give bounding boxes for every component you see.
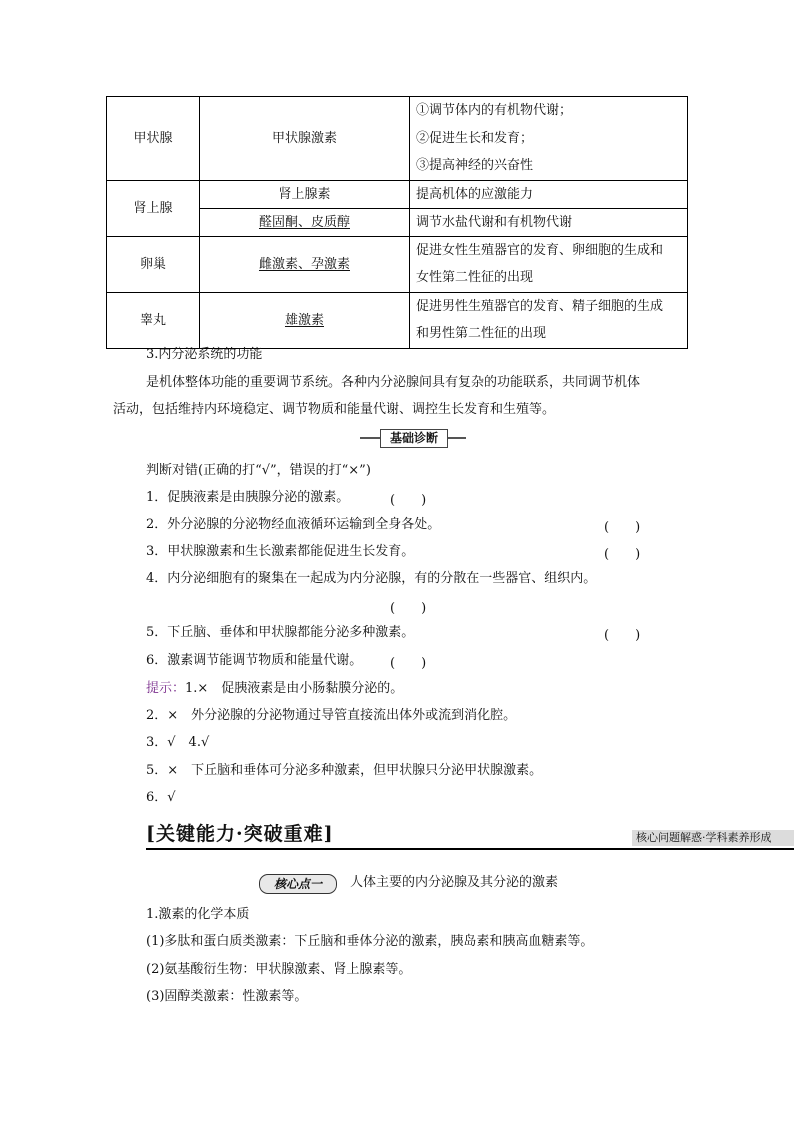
- function-line: 促进男性生殖器官的发育、精子细胞的生成: [416, 298, 664, 314]
- answer-text: 1.× 促胰液素是由小肠黏膜分泌的。: [185, 681, 404, 696]
- section-divider: [146, 848, 794, 850]
- quiz-item: 3．甲状腺激素和生长激素都能促进生长发育。: [146, 544, 415, 559]
- section-heading: 3.内分泌系统的功能: [146, 347, 263, 362]
- function-line: 和男性第二性征的出现: [416, 326, 547, 341]
- section-tag: 核心问题解惑·学科素养形成: [632, 830, 794, 846]
- quiz-item: 4．内分泌细胞有的聚集在一起成为内分泌腺，有的分散在一些器官、组织内。: [146, 571, 597, 586]
- answer-blank[interactable]: ( ): [604, 628, 641, 643]
- hormone-cell: 肾上腺素: [200, 180, 410, 208]
- keypoint-badge: 核心点一: [259, 874, 337, 894]
- function-cell: [410, 97, 688, 181]
- section-heading: 1.激素的化学本质: [146, 907, 250, 922]
- function-line: ③提高神经的兴奋性: [416, 158, 534, 173]
- paragraph-line: 活动，包括维持内环境稳定、调节物质和能量代谢、调控生长发育和生殖等。: [113, 402, 556, 417]
- banner-label: 基础诊断: [380, 429, 448, 448]
- function-line: 女性第二性征的出现: [416, 270, 534, 285]
- paragraph-line: 是机体整体功能的重要调节系统。各种内分泌腺间具有复杂的功能联系，共同调节机体: [146, 375, 641, 390]
- table-row: [107, 180, 688, 208]
- answer-line: 3．√ 4.√: [146, 735, 210, 750]
- answer-blank[interactable]: ( ): [390, 601, 427, 616]
- gland-cell: 卵巢: [107, 236, 200, 292]
- function-line: ①调节体内的有机物代谢；: [416, 103, 573, 118]
- quiz-item: 1．促胰液素是由胰腺分泌的激素。: [146, 490, 350, 505]
- list-item: (1)多肽和蛋白质类激素：下丘脑和垂体分泌的激素，胰岛素和胰高血糖素等。: [146, 934, 594, 949]
- answer-blank[interactable]: ( ): [390, 493, 427, 508]
- table-row: [107, 292, 688, 348]
- list-item: (3)固醇类激素：性激素等。: [146, 989, 308, 1004]
- function-line: 促进女性生殖器官的发育、卵细胞的生成和: [416, 242, 664, 258]
- hormone-cell: 醛固酮、皮质醇: [200, 208, 410, 236]
- answer-blank[interactable]: ( ): [604, 547, 641, 562]
- table-row: [107, 236, 688, 292]
- hormone-cell: 雄激素: [200, 292, 410, 348]
- function-cell: 调节水盐代谢和有机物代谢: [410, 208, 688, 236]
- answer-blank[interactable]: ( ): [390, 656, 427, 671]
- keypoint-title: 人体主要的内分泌腺及其分泌的激素: [350, 875, 559, 890]
- hint-label: 提示：: [146, 681, 186, 696]
- list-item: (2)氨基酸衍生物：甲状腺激素、肾上腺素等。: [146, 962, 412, 977]
- quiz-item: 5．下丘脑、垂体和甲状腺都能分泌多种激素。: [146, 625, 415, 640]
- function-cell: [410, 292, 688, 348]
- endocrine-gland-table: [106, 96, 688, 349]
- basic-diagnosis-banner: [360, 429, 466, 447]
- answer-line: 2．× 外分泌腺的分泌物通过导管直接流出体外或流到消化腔。: [146, 708, 517, 723]
- hormone-cell: 甲状腺激素: [200, 97, 410, 181]
- answer-blank[interactable]: ( ): [604, 520, 641, 535]
- answer-line: [146, 680, 403, 698]
- quiz-item: 6．激素调节能调节物质和能量代谢。: [146, 653, 363, 668]
- section-title: [关键能力·突破重难]: [146, 823, 334, 845]
- table-row: [107, 97, 688, 181]
- gland-cell: 甲状腺: [107, 97, 200, 181]
- quiz-instruction: 判断对错(正确的打“√”，错误的打“×”): [146, 463, 371, 478]
- answer-line: 5．× 下丘脑和垂体可分泌多种激素，但甲状腺只分泌甲状腺激素。: [146, 763, 543, 778]
- gland-cell: 睾丸: [107, 292, 200, 348]
- quiz-item: 2．外分泌腺的分泌物经血液循环运输到全身各处。: [146, 517, 441, 532]
- function-cell: 提高机体的应激能力: [410, 180, 688, 208]
- hormone-cell: 雌激素、孕激素: [200, 236, 410, 292]
- gland-cell: 肾上腺: [107, 180, 200, 236]
- function-line: ②促进生长和发育；: [416, 130, 534, 146]
- function-cell: [410, 236, 688, 292]
- answer-line: 6．√: [146, 790, 176, 805]
